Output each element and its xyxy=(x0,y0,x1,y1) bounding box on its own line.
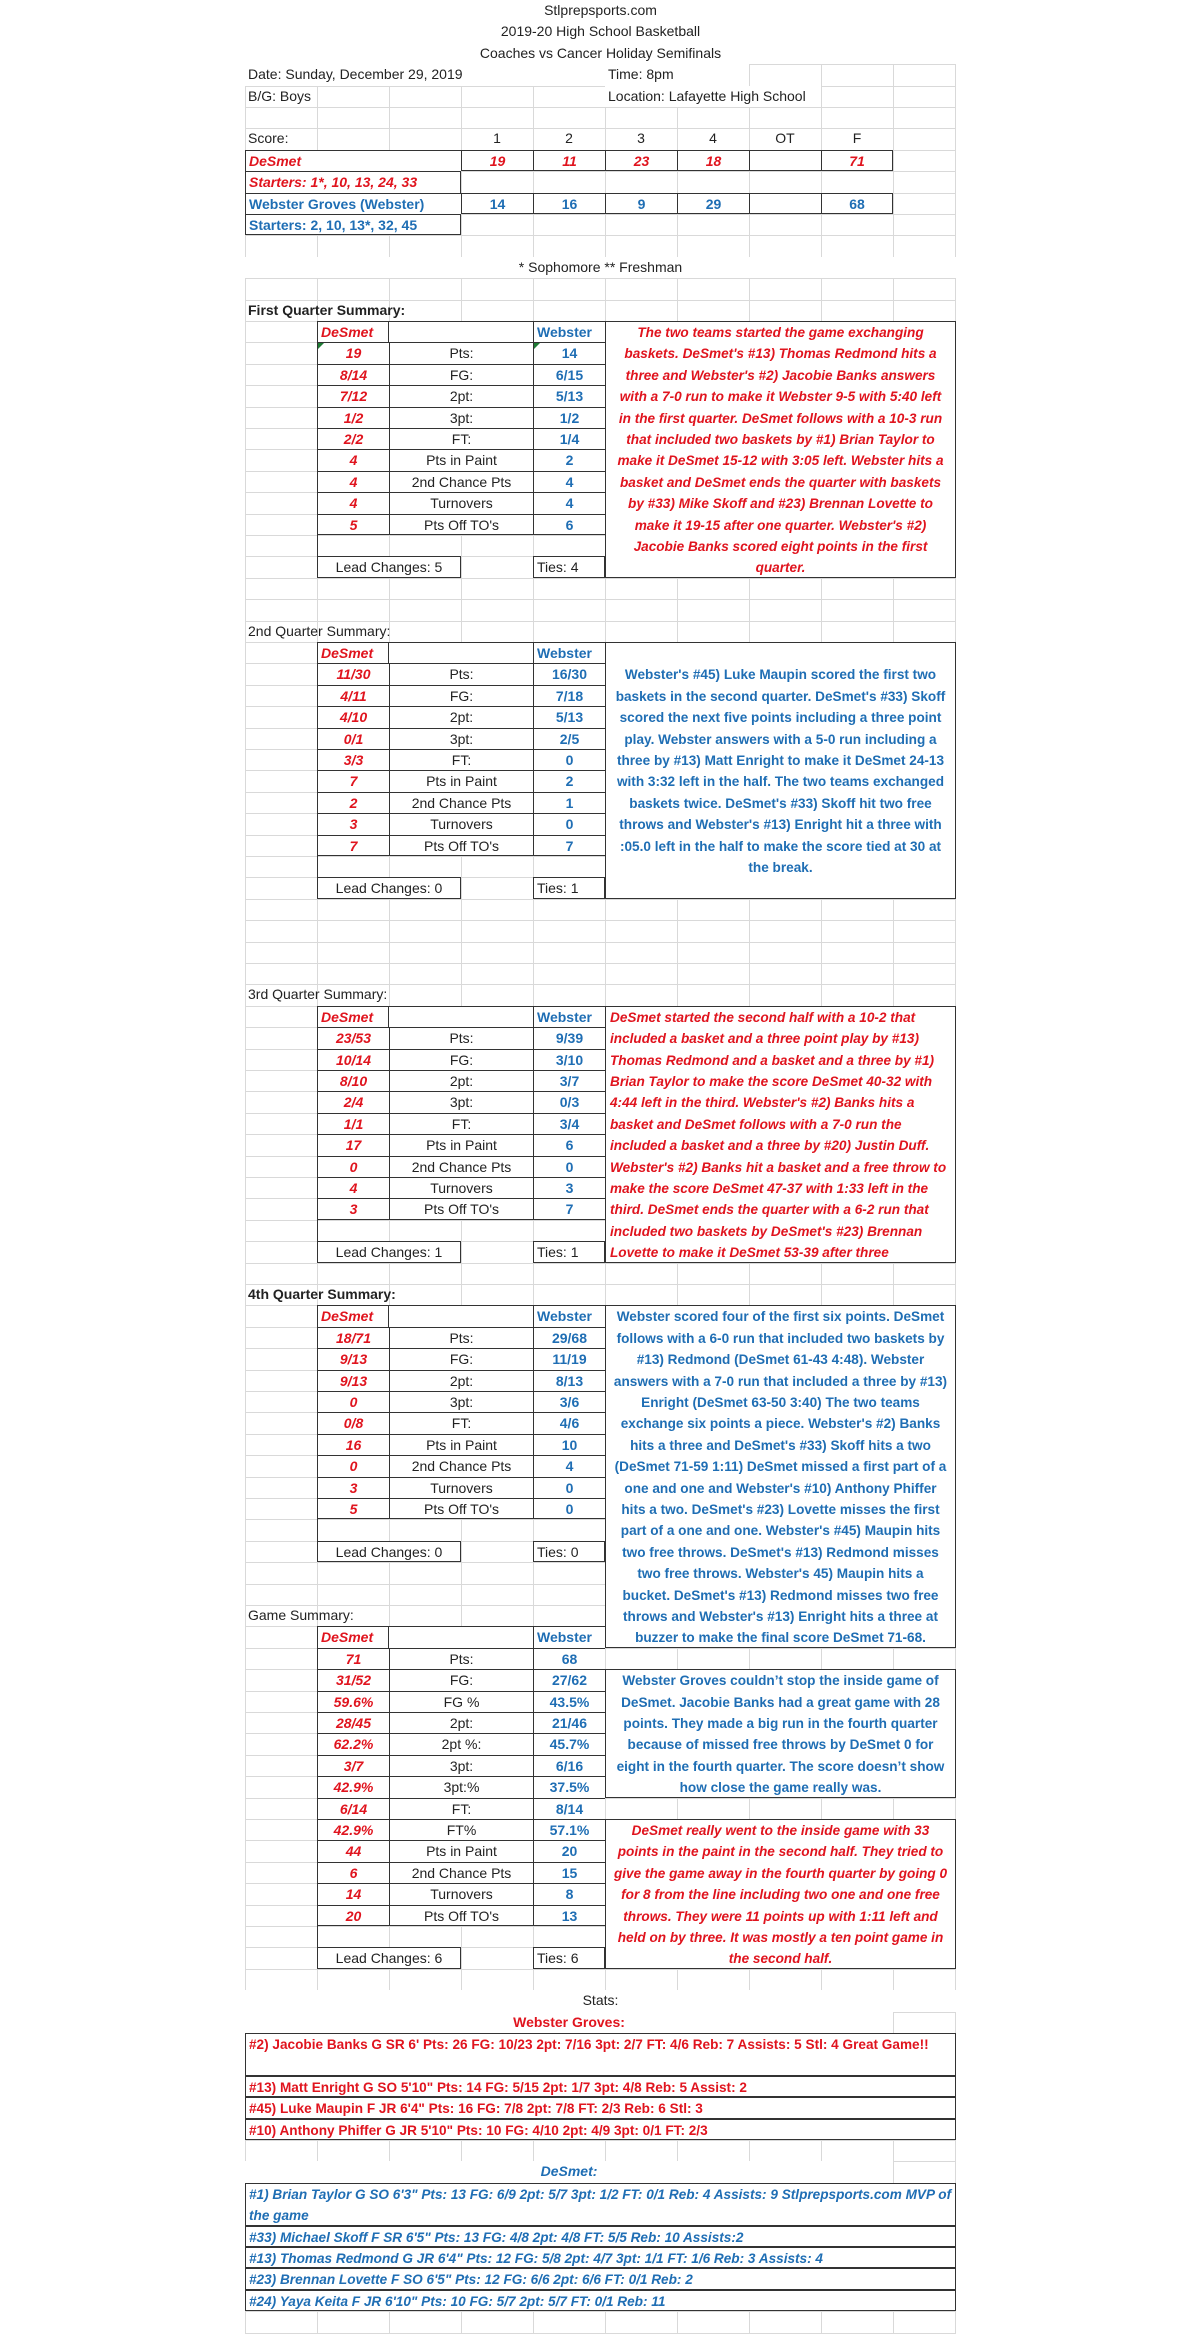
stat-label: Pts in Paint xyxy=(389,449,533,470)
period-score: 16 xyxy=(533,193,605,214)
away-team-header: Webster xyxy=(533,642,605,663)
period-score xyxy=(749,150,821,171)
label-header-blank xyxy=(389,321,533,342)
away-stat-value: 0 xyxy=(533,1156,605,1177)
stat-label: 2pt: xyxy=(389,1370,533,1391)
away-stat-value: 5/13 xyxy=(533,385,605,406)
home-stat-value: 3/7 xyxy=(317,1755,389,1776)
stat-label: FT: xyxy=(389,1412,533,1433)
home-team-header: DeSmet xyxy=(317,1006,389,1027)
period-score: 11 xyxy=(533,150,605,171)
score-label: Score: xyxy=(248,130,289,147)
home-stat-value: 62.2% xyxy=(317,1733,389,1754)
away-stat-value: 15 xyxy=(533,1862,605,1883)
home-stat-value: 1/2 xyxy=(317,407,389,428)
home-stat-value: 1/1 xyxy=(317,1113,389,1134)
section-title: Game Summary: xyxy=(248,1607,354,1623)
away-stat-value: 57.1% xyxy=(533,1819,605,1840)
ties-count: Ties: 4 xyxy=(533,556,605,577)
stat-label: 3pt: xyxy=(389,407,533,428)
event-title: Coaches vs Cancer Holiday Semifinals xyxy=(245,43,956,64)
ties-count: Ties: 6 xyxy=(533,1947,605,1968)
away-stat-value: 4/6 xyxy=(533,1412,605,1433)
label-header-blank xyxy=(389,642,533,663)
home-stat-value: 59.6% xyxy=(317,1691,389,1712)
away-stat-value: 9/39 xyxy=(533,1027,605,1048)
home-stat-value: 5 xyxy=(317,514,389,535)
table-edge xyxy=(317,856,324,877)
away-stat-value: 1 xyxy=(533,792,605,813)
away-team-header: Webster xyxy=(533,1305,605,1326)
starters: Starters: 2, 10, 13*, 32, 45 xyxy=(245,214,461,235)
home-stat-value: 20 xyxy=(317,1905,389,1926)
away-stat-value: 0/3 xyxy=(533,1091,605,1112)
stat-label: 2nd Chance Pts xyxy=(389,792,533,813)
player-stat-line: #10) Anthony Phiffer G JR 5'10" Pts: 10 FG: 4/10 2pt: 4/9 3pt: 0/1 FT: 2/3 xyxy=(245,2119,956,2140)
player-stat-line: #1) Brian Taylor G SO 6'3" Pts: 13 FG: 6/9 2pt: 5/7 3pt: 1/2 FT: 0/1 Reb: 4 Assists: 9 Stlprepsports.com MVP of the game xyxy=(245,2183,956,2226)
home-stat-value: 4 xyxy=(317,471,389,492)
away-stat-value: 11/19 xyxy=(533,1348,605,1369)
desmet-summary-note: DeSmet really went to the inside game with 33 points in the paint in the second half. They tried to give the game away in the fourth quarter by going 0 for 8 from the line including two one and one free throws. They were 11 points up with 1:11 left and held on by three. It was mostly a ten point game in the second half. xyxy=(605,1819,956,1969)
away-stat-value: 4 xyxy=(533,1455,605,1476)
stat-label: Pts: xyxy=(389,663,533,684)
period-score: 18 xyxy=(677,150,749,171)
away-stat-value: 3/7 xyxy=(533,1070,605,1091)
away-stat-value: 3 xyxy=(533,1177,605,1198)
quarter-narrative: DeSmet started the second half with a 10-2 that included a basket and a three point play by #13) Thomas Redmond and a basket and a three by #1) Brian Taylor to make the score DeSmet 40-32 with 4:44 left in the third. Webster's #2) Banks hits a basket and DeSmet follows with a 7-0 run the included a basket and a three by #20) Justin Duff. Webster's #2) Banks hit a basket and a free throw to make the score DeSmet 47-37 with 1:33 left in the third. DeSmet ends the quarter with a 6-2 run that included two baskets by DeSmet's #23) Brennan Lovette to make it DeSmet 53-39 after three xyxy=(605,1006,956,1263)
home-stat-value: 19 xyxy=(317,342,389,363)
home-stat-value: 7/12 xyxy=(317,385,389,406)
lead-changes: Lead Changes: 1 xyxy=(317,1241,461,1262)
gridline xyxy=(245,2333,956,2334)
period-score xyxy=(749,193,821,214)
stat-label: 3pt: xyxy=(389,728,533,749)
home-stat-value: 42.9% xyxy=(317,1776,389,1797)
home-stat-value: 4 xyxy=(317,1177,389,1198)
desmet-stats-title: DeSmet: xyxy=(245,2161,893,2182)
away-stat-value: 6/16 xyxy=(533,1755,605,1776)
gridline xyxy=(245,278,956,279)
game-time: Time: 8pm xyxy=(605,64,749,85)
away-stat-value: 6 xyxy=(533,514,605,535)
home-stat-value: 2/2 xyxy=(317,428,389,449)
player-stat-line: #24) Yaya Keita F JR 6'10" Pts: 10 FG: 5/7 2pt: 5/7 FT: 0/1 Reb: 11 xyxy=(245,2290,956,2311)
home-stat-value: 7 xyxy=(317,835,389,856)
player-stat-line: #13) Matt Enright G SO 5'10" Pts: 14 FG: 5/15 2pt: 1/7 3pt: 4/8 Reb: 5 Assist: 2 xyxy=(245,2076,956,2097)
away-stat-value: 0 xyxy=(533,749,605,770)
away-stat-value: 21/46 xyxy=(533,1712,605,1733)
home-stat-value: 6/14 xyxy=(317,1798,389,1819)
away-team-header: Webster xyxy=(533,1626,605,1647)
away-team-header: Webster xyxy=(533,1006,605,1027)
away-stat-value: 43.5% xyxy=(533,1691,605,1712)
error-indicator-icon xyxy=(318,343,324,349)
stat-label: Pts Off TO's xyxy=(389,1498,533,1519)
away-stat-value: 7/18 xyxy=(533,685,605,706)
home-stat-value: 3 xyxy=(317,1477,389,1498)
away-stat-value: 3/4 xyxy=(533,1113,605,1134)
stat-label: 2nd Chance Pts xyxy=(389,1862,533,1883)
stat-label: 2pt: xyxy=(389,706,533,727)
section-title: 2nd Quarter Summary: xyxy=(248,622,391,639)
period-header: F xyxy=(852,130,862,147)
away-stat-value: 2 xyxy=(533,770,605,791)
player-stat-line: #33) Michael Skoff F SR 6'5" Pts: 13 FG: 4/8 2pt: 4/8 FT: 5/5 Reb: 10 Assists:2 xyxy=(245,2226,956,2247)
home-stat-value: 4/10 xyxy=(317,706,389,727)
home-stat-value: 3 xyxy=(317,813,389,834)
away-stat-value: 4 xyxy=(533,471,605,492)
stat-label: FT: xyxy=(389,1798,533,1819)
stat-label: FG % xyxy=(389,1691,533,1712)
stat-label: Turnovers xyxy=(389,492,533,513)
home-stat-value: 18/71 xyxy=(317,1327,389,1348)
away-team-header: Webster xyxy=(533,321,605,342)
label-header-blank xyxy=(389,1305,533,1326)
game-date: Date: Sunday, December 29, 2019 xyxy=(245,64,605,85)
away-stat-value: 27/62 xyxy=(533,1669,605,1690)
stat-label: Pts Off TO's xyxy=(389,514,533,535)
stat-label: FG: xyxy=(389,1049,533,1070)
away-stat-value: 1/4 xyxy=(533,428,605,449)
home-stat-value: 28/45 xyxy=(317,1712,389,1733)
home-stat-value: 0 xyxy=(317,1156,389,1177)
starters: Starters: 1*, 10, 13, 24, 33 xyxy=(245,171,461,192)
section-title: First Quarter Summary: xyxy=(248,301,406,318)
stat-label: Pts in Paint xyxy=(389,770,533,791)
stat-label: 2nd Chance Pts xyxy=(389,1455,533,1476)
webster-stats-title: Webster Groves: xyxy=(245,2012,893,2033)
table-edge xyxy=(317,535,324,556)
stat-label: Pts in Paint xyxy=(389,1434,533,1455)
period-score: 71 xyxy=(821,150,893,171)
error-indicator-icon xyxy=(534,343,540,349)
lead-changes: Lead Changes: 0 xyxy=(317,1541,461,1562)
stat-label: Pts in Paint xyxy=(389,1840,533,1861)
ties-count: Ties: 1 xyxy=(533,877,605,898)
home-stat-value: 2/4 xyxy=(317,1091,389,1112)
away-stat-value: 8 xyxy=(533,1883,605,1904)
stat-label: Pts: xyxy=(389,1648,533,1669)
period-header: 1 xyxy=(493,130,501,147)
gridline xyxy=(245,963,956,964)
home-team-header: DeSmet xyxy=(317,1305,389,1326)
away-stat-value: 20 xyxy=(533,1840,605,1861)
away-stat-value: 3/6 xyxy=(533,1391,605,1412)
quarter-narrative: Webster scored four of the first six points. DeSmet follows with a 6-0 run that included two baskets by #13) Redmond (DeSmet 61-43 4:48). Webster answers with a 7-0 run that included a three by #13) Enright (DeSmet 63-50 3:40) The two teams exchange six points a piece. Webster's #2) Banks hits a three and DeSmet's #33) Skoff hits a two (DeSmet 71-59 1:11) DeSmet missed a first part of a one and one and Webster's #10) Anthony Phiffer hits a two. DeSmet's #23) Lovette misses the first part of a one and one. Webster's #45) Maupin hits two free throws. DeSmet's #13) Redmond misses two free throws. Webster's 45) Maupin hits a bucket. DeSmet's #13) Redmond misses two free throws and Webster's #13) Enright hits a three at buzzer to make the final score DeSmet 71-68. xyxy=(605,1305,956,1647)
period-score: 19 xyxy=(461,150,533,171)
player-stat-line: #45) Luke Maupin F JR 6'4" Pts: 16 FG: 7/8 2pt: 7/8 FT: 2/3 Reb: 6 Stl: 3 xyxy=(245,2097,956,2118)
away-stat-value: 37.5% xyxy=(533,1776,605,1797)
ties-count: Ties: 1 xyxy=(533,1241,605,1262)
home-stat-value: 2 xyxy=(317,792,389,813)
home-stat-value: 0/1 xyxy=(317,728,389,749)
stat-label: 3pt: xyxy=(389,1091,533,1112)
gridline xyxy=(245,86,956,87)
away-stat-value: 45.7% xyxy=(533,1733,605,1754)
table-edge xyxy=(317,1926,324,1947)
lead-changes: Lead Changes: 6 xyxy=(317,1947,461,1968)
away-stat-value: 2 xyxy=(533,449,605,470)
home-team-header: DeSmet xyxy=(317,1626,389,1647)
away-stat-value: 2/5 xyxy=(533,728,605,749)
stat-label: Pts Off TO's xyxy=(389,835,533,856)
home-stat-value: 3/3 xyxy=(317,749,389,770)
home-team-header: DeSmet xyxy=(317,321,389,342)
away-stat-value: 0 xyxy=(533,1498,605,1519)
home-stat-value: 42.9% xyxy=(317,1819,389,1840)
period-header: 2 xyxy=(565,130,573,147)
away-stat-value: 8/14 xyxy=(533,1798,605,1819)
site-title: Stlprepsports.com xyxy=(245,0,956,21)
stat-label: 3pt:% xyxy=(389,1776,533,1797)
stat-label: Turnovers xyxy=(389,813,533,834)
stat-label: Turnovers xyxy=(389,1883,533,1904)
home-stat-value: 8/14 xyxy=(317,364,389,385)
player-stat-line: #23) Brennan Lovette F SO 6'5" Pts: 12 FG: 6/6 2pt: 6/6 FT: 0/1 Reb: 2 xyxy=(245,2268,956,2289)
away-stat-value: 14 xyxy=(533,342,605,363)
home-stat-value: 7 xyxy=(317,770,389,791)
period-score: 68 xyxy=(821,193,893,214)
home-stat-value: 16 xyxy=(317,1434,389,1455)
player-stat-line: #13) Thomas Redmond G JR 6'4" Pts: 12 FG: 5/8 2pt: 4/7 3pt: 1/1 FT: 1/6 Reb: 3 Assists: 4 xyxy=(245,2247,956,2268)
webster-summary-note: Webster Groves couldn’t stop the inside game of DeSmet. Jacobie Banks had a great game with 28 points. They made a big run in the fourth quarter because of missed free throws by DeSmet 0 for eight in the fourth quarter. The score doesn’t show how close the game really was. xyxy=(605,1669,956,1797)
period-score: 23 xyxy=(605,150,677,171)
label-header-blank xyxy=(389,1626,533,1647)
period-score: 29 xyxy=(677,193,749,214)
period-header: OT xyxy=(775,130,795,147)
stat-label: FT: xyxy=(389,428,533,449)
stats-title: Stats: xyxy=(245,1990,956,2011)
stat-label: FG: xyxy=(389,364,533,385)
label-header-blank xyxy=(389,1006,533,1027)
gridline xyxy=(245,942,956,943)
stat-label: Pts: xyxy=(389,1027,533,1048)
gridline xyxy=(245,0,246,2333)
home-stat-value: 4/11 xyxy=(317,685,389,706)
stat-label: FG: xyxy=(389,1669,533,1690)
spreadsheet xyxy=(245,0,956,2335)
home-stat-value: 4 xyxy=(317,449,389,470)
away-stat-value: 7 xyxy=(533,1198,605,1219)
home-stat-value: 8/10 xyxy=(317,1070,389,1091)
season-title: 2019-20 High School Basketball xyxy=(245,21,956,42)
home-stat-value: 10/14 xyxy=(317,1049,389,1070)
home-stat-value: 17 xyxy=(317,1134,389,1155)
stat-label: FT% xyxy=(389,1819,533,1840)
home-stat-value: 9/13 xyxy=(317,1348,389,1369)
stat-label: FG: xyxy=(389,1348,533,1369)
stat-label: Pts: xyxy=(389,1327,533,1348)
away-stat-value: 13 xyxy=(533,1905,605,1926)
stat-label: Turnovers xyxy=(389,1177,533,1198)
period-header: 3 xyxy=(637,130,645,147)
stat-label: 2nd Chance Pts xyxy=(389,1156,533,1177)
stat-label: Pts: xyxy=(389,342,533,363)
away-stat-value: 16/30 xyxy=(533,663,605,684)
home-stat-value: 4 xyxy=(317,492,389,513)
away-stat-value: 0 xyxy=(533,813,605,834)
away-stat-value: 29/68 xyxy=(533,1327,605,1348)
away-stat-value: 3/10 xyxy=(533,1049,605,1070)
player-stat-line: #2) Jacobie Banks G SR 6' Pts: 26 FG: 10/23 2pt: 7/16 3pt: 2/7 FT: 4/6 Reb: 7 Assists: 5 Stl: 4 Great Game!! xyxy=(245,2033,956,2076)
stat-label: Pts Off TO's xyxy=(389,1198,533,1219)
home-stat-value: 23/53 xyxy=(317,1027,389,1048)
home-team-header: DeSmet xyxy=(317,642,389,663)
away-stat-value: 1/2 xyxy=(533,407,605,428)
home-stat-value: 71 xyxy=(317,1648,389,1669)
home-stat-value: 3 xyxy=(317,1198,389,1219)
home-stat-value: 0/8 xyxy=(317,1412,389,1433)
team-name: Webster Groves (Webster) xyxy=(245,193,461,214)
home-stat-value: 11/30 xyxy=(317,663,389,684)
stat-label: FT: xyxy=(389,749,533,770)
away-stat-value: 6/15 xyxy=(533,364,605,385)
away-stat-value: 5/13 xyxy=(533,706,605,727)
home-stat-value: 9/13 xyxy=(317,1370,389,1391)
away-stat-value: 4 xyxy=(533,492,605,513)
gridline xyxy=(245,107,956,108)
away-stat-value: 7 xyxy=(533,835,605,856)
gridline xyxy=(245,920,956,921)
team-name: DeSmet xyxy=(245,150,461,171)
home-stat-value: 0 xyxy=(317,1391,389,1412)
stat-label: 2pt: xyxy=(389,1712,533,1733)
period-header: 4 xyxy=(709,130,717,147)
stat-label: FT: xyxy=(389,1113,533,1134)
stat-label: 2nd Chance Pts xyxy=(389,471,533,492)
home-stat-value: 6 xyxy=(317,1862,389,1883)
quarter-narrative: Webster's #45) Luke Maupin scored the first two baskets in the second quarter. DeSmet's #33) Skoff scored the next five points including a three point play. Webster answers with a 5-0 run including a three by #13) Matt Enright to make it DeSmet 24-13 with 3:32 left in the half. The two teams exchanged baskets twice. DeSmet's #33) Skoff hit two free throws and Webster's #13) Enright hit a three with :05.0 left in the half to make the score tied at 30 at the break. xyxy=(605,642,956,899)
stat-label: Pts Off TO's xyxy=(389,1905,533,1926)
home-stat-value: 0 xyxy=(317,1455,389,1476)
quarter-narrative: The two teams started the game exchanging baskets. DeSmet's #13) Thomas Redmond hits a three and Webster's #2) Jacobie Banks answers with a 7-0 run to make it Webster 9-5 with 5:40 left in the first quarter. DeSmet follows with a 10-3 run that included two baskets by #1) Brian Taylor to make it DeSmet 15-12 with 3:05 left. Webster hits a basket and DeSmet ends the quarter with baskets by #33) Mike Skoff and #23) Brennan Lovette to make it 19-15 after one quarter. Webster's #2) Jacobie Banks scored eight points in the first quarter. xyxy=(605,321,956,578)
lead-changes: Lead Changes: 0 xyxy=(317,877,461,898)
home-stat-value: 44 xyxy=(317,1840,389,1861)
away-stat-value: 6 xyxy=(533,1134,605,1155)
stat-label: 2pt: xyxy=(389,385,533,406)
home-stat-value: 14 xyxy=(317,1883,389,1904)
section-title: 3rd Quarter Summary: xyxy=(248,986,388,1003)
stat-label: Pts in Paint xyxy=(389,1134,533,1155)
home-stat-value: 31/52 xyxy=(317,1669,389,1690)
stat-label: FG: xyxy=(389,685,533,706)
away-stat-value: 10 xyxy=(533,1434,605,1455)
home-stat-value: 5 xyxy=(317,1498,389,1519)
away-stat-value: 68 xyxy=(533,1648,605,1669)
lead-changes: Lead Changes: 5 xyxy=(317,556,461,577)
ties-count: Ties: 0 xyxy=(533,1541,605,1562)
stat-label: 2pt: xyxy=(389,1070,533,1091)
stat-label: 3pt: xyxy=(389,1755,533,1776)
table-edge xyxy=(317,1519,324,1540)
class-legend: * Sophomore ** Freshman xyxy=(245,257,956,278)
table-edge xyxy=(317,1220,324,1241)
stat-label: Turnovers xyxy=(389,1477,533,1498)
gender: B/G: Boys xyxy=(248,87,312,104)
game-location: Location: Lafayette High School xyxy=(605,86,821,107)
away-stat-value: 8/13 xyxy=(533,1370,605,1391)
stat-label: 3pt: xyxy=(389,1391,533,1412)
gridline xyxy=(245,599,956,600)
section-title: 4th Quarter Summary: xyxy=(248,1286,396,1302)
stat-label: 2pt %: xyxy=(389,1733,533,1754)
period-score: 14 xyxy=(461,193,533,214)
away-stat-value: 0 xyxy=(533,1477,605,1498)
period-score: 9 xyxy=(605,193,677,214)
